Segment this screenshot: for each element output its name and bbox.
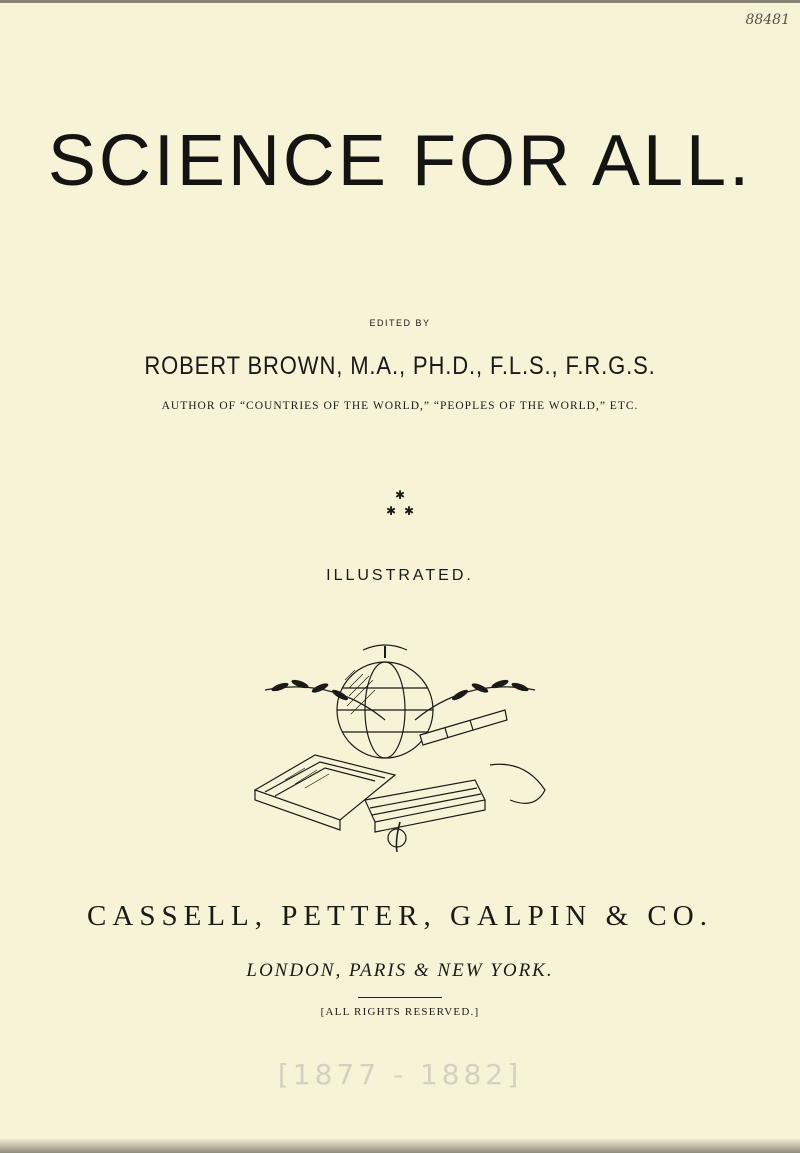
edited-by-label: EDITED BY — [369, 318, 431, 328]
rights-notice: [ALL RIGHTS RESERVED.] — [320, 1006, 480, 1018]
bottom-edge-shadow — [0, 1138, 800, 1153]
asterism-icon — [365, 488, 435, 518]
publisher-name: CASSELL, PETTER, GALPIN & CO. — [87, 900, 713, 932]
editor-name: ROBERT BROWN, M.A., PH.D., F.L.S., F.R.G.S. — [144, 352, 656, 380]
illustrated-label: ILLUSTRATED. — [326, 567, 474, 584]
svg-text:✱: ✱ — [385, 504, 397, 518]
top-edge-line — [0, 0, 800, 3]
pencil-date-note: [1877 - 1882] — [277, 1058, 523, 1091]
book-title: SCIENCE FOR ALL. — [47, 121, 753, 201]
author-credits: AUTHOR OF “COUNTRIES OF THE WORLD,” “PEOPLES OF THE WORLD,” ETC. — [161, 400, 639, 412]
divider-rule — [358, 997, 442, 998]
svg-text:✱: ✱ — [394, 488, 406, 502]
corner-catalogue-note: 88481 — [745, 12, 790, 28]
svg-text:✱: ✱ — [403, 504, 415, 518]
globe-books-vignette-icon — [245, 640, 555, 855]
publication-cities: LONDON, PARIS & NEW YORK. — [246, 960, 554, 981]
